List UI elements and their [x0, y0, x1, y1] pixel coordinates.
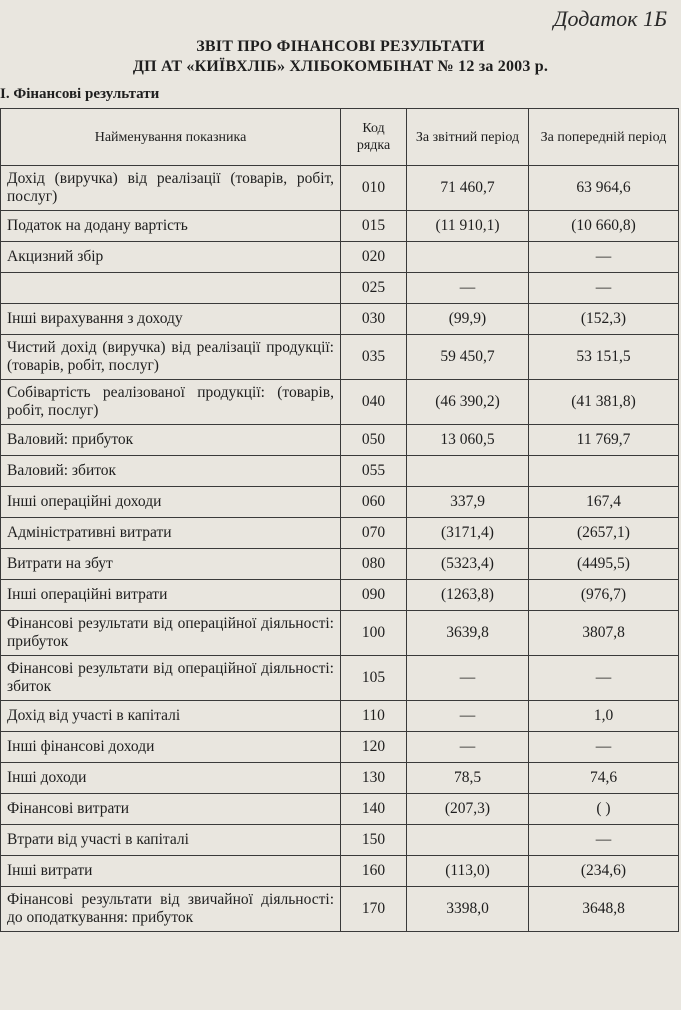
table-row [1, 611, 679, 656]
row-current: (5323,4) [407, 549, 529, 580]
row-current: (99,9) [407, 304, 529, 335]
row-name: Дохід (виручка) від реалізації (товарів, робіт, послуг) [1, 166, 341, 211]
row-name: Акцизний збір [1, 242, 341, 273]
row-previous: 1,0 [529, 701, 679, 732]
row-name: Втрати від участі в капіталі [1, 825, 341, 856]
row-previous: (4495,5) [529, 549, 679, 580]
row-code: 015 [341, 211, 407, 242]
financial-results-table [0, 108, 679, 932]
row-current: 337,9 [407, 487, 529, 518]
row-code: 170 [341, 887, 407, 932]
row-previous: 3807,8 [529, 611, 679, 656]
report-title: ЗВІТ ПРО ФІНАНСОВІ РЕЗУЛЬТАТИ [196, 38, 485, 55]
row-name: Фінансові результати від операційної діяльності: прибуток [1, 611, 341, 656]
row-code: 080 [341, 549, 407, 580]
table-row [1, 518, 679, 549]
report-subtitle: ДП АТ «КИЇВХЛІБ» ХЛІБОКОМБІНАТ № 12 за 2003 р. [132, 58, 549, 75]
row-previous: — [529, 273, 679, 304]
row-previous: 11 769,7 [529, 425, 679, 456]
row-current: — [407, 656, 529, 701]
row-code: 050 [341, 425, 407, 456]
row-previous: — [529, 732, 679, 763]
row-name: Фінансові результати від звичайної діяльності: до оподаткування: прибуток [1, 887, 341, 932]
row-code: 130 [341, 763, 407, 794]
row-name: Собівартість реалізованої продукції: (товарів, робіт, послуг) [1, 380, 341, 425]
row-previous: 53 151,5 [529, 335, 679, 380]
table-header-row [1, 109, 679, 166]
row-code: 010 [341, 166, 407, 211]
row-previous: (41 381,8) [529, 380, 679, 425]
table-row [1, 732, 679, 763]
row-current: — [407, 273, 529, 304]
row-previous: — [529, 825, 679, 856]
row-code: 070 [341, 518, 407, 549]
table-row [1, 656, 679, 701]
header-code: Код рядка [341, 109, 407, 166]
row-code: 150 [341, 825, 407, 856]
row-current [407, 456, 529, 487]
row-previous: (234,6) [529, 856, 679, 887]
table-row [1, 273, 679, 304]
row-current: (3171,4) [407, 518, 529, 549]
row-previous: 63 964,6 [529, 166, 679, 211]
row-name: Валовий: прибуток [1, 425, 341, 456]
row-previous: (152,3) [529, 304, 679, 335]
row-name: Чистий дохід (виручка) від реалізації продукції: (товарів, робіт, послуг) [1, 335, 341, 380]
row-previous: — [529, 242, 679, 273]
table-row [1, 580, 679, 611]
row-previous: ( ) [529, 794, 679, 825]
row-name: Інші операційні витрати [1, 580, 341, 611]
table-row [1, 856, 679, 887]
row-code: 025 [341, 273, 407, 304]
row-current: (1263,8) [407, 580, 529, 611]
row-name: Інші витрати [1, 856, 341, 887]
table-row [1, 335, 679, 380]
row-code: 160 [341, 856, 407, 887]
row-code: 120 [341, 732, 407, 763]
row-previous: 3648,8 [529, 887, 679, 932]
row-name: Адміністративні витрати [1, 518, 341, 549]
table-row [1, 887, 679, 932]
row-current: (113,0) [407, 856, 529, 887]
row-current: 3639,8 [407, 611, 529, 656]
table-row [1, 242, 679, 273]
row-name: Інші вирахування з доходу [1, 304, 341, 335]
row-current [407, 825, 529, 856]
row-name: Податок на додану вартість [1, 211, 341, 242]
table-row [1, 425, 679, 456]
row-code: 105 [341, 656, 407, 701]
row-code: 020 [341, 242, 407, 273]
table-row [1, 549, 679, 580]
table-row [1, 456, 679, 487]
row-current: 71 460,7 [407, 166, 529, 211]
row-current: (207,3) [407, 794, 529, 825]
row-name: Інші операційні доходи [1, 487, 341, 518]
table-row [1, 211, 679, 242]
row-previous: (10 660,8) [529, 211, 679, 242]
row-previous: (2657,1) [529, 518, 679, 549]
header-name: Найменування показника [1, 109, 341, 166]
row-current: 13 060,5 [407, 425, 529, 456]
row-previous: 74,6 [529, 763, 679, 794]
table-row [1, 794, 679, 825]
row-name: Дохід від участі в капіталі [1, 701, 341, 732]
row-code: 040 [341, 380, 407, 425]
row-name: Фінансові витрати [1, 794, 341, 825]
row-previous: (976,7) [529, 580, 679, 611]
row-previous: 167,4 [529, 487, 679, 518]
row-code: 030 [341, 304, 407, 335]
row-code: 090 [341, 580, 407, 611]
row-code: 110 [341, 701, 407, 732]
row-current [407, 242, 529, 273]
appendix-label: Додаток 1Б [553, 6, 667, 31]
row-current: 59 450,7 [407, 335, 529, 380]
row-code: 100 [341, 611, 407, 656]
section-title: І. Фінансові результати [0, 86, 160, 102]
row-name: Інші доходи [1, 763, 341, 794]
row-code: 035 [341, 335, 407, 380]
row-code: 055 [341, 456, 407, 487]
row-code: 140 [341, 794, 407, 825]
table-row [1, 304, 679, 335]
row-code: 060 [341, 487, 407, 518]
table-row [1, 166, 679, 211]
row-current: 78,5 [407, 763, 529, 794]
row-name: Валовий: збиток [1, 456, 341, 487]
row-current: (46 390,2) [407, 380, 529, 425]
header-current: За звітний період [407, 109, 529, 166]
table-row [1, 763, 679, 794]
row-previous [529, 456, 679, 487]
row-current: 3398,0 [407, 887, 529, 932]
row-current: — [407, 701, 529, 732]
row-previous: — [529, 656, 679, 701]
table-row [1, 825, 679, 856]
table-row [1, 487, 679, 518]
header-previous: За попередній період [529, 109, 679, 166]
row-name: Витрати на збут [1, 549, 341, 580]
row-name: Фінансові результати від операційної діяльності: збиток [1, 656, 341, 701]
table-row [1, 380, 679, 425]
row-name: Інші фінансові доходи [1, 732, 341, 763]
row-current: — [407, 732, 529, 763]
row-name [1, 273, 341, 304]
row-current: (11 910,1) [407, 211, 529, 242]
table-row [1, 701, 679, 732]
